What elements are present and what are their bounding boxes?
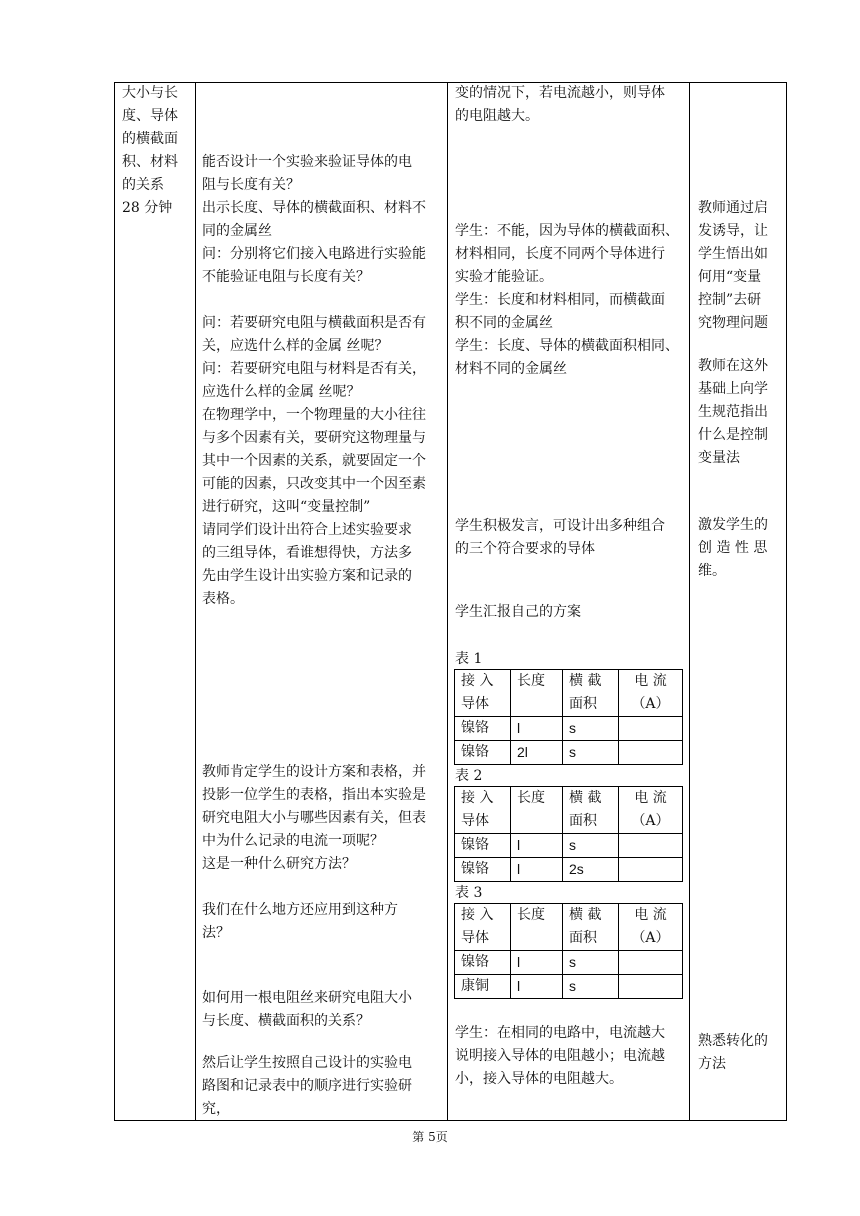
table-cell: s [563,975,619,999]
student-answers [455,220,687,381]
text-line: 的三组导体，看谁想得快，方法多 [202,545,412,561]
table-cell: l [511,975,563,999]
text-line: 法？ [202,925,230,941]
table-cell [619,858,683,882]
teacher-activity-lower [202,761,447,876]
table-cell: l [511,858,563,882]
table-cell: l [511,951,563,975]
text-line: 积不同的金属丝 [455,315,553,331]
text-line: 研究电阻大小与哪些因素有关，但表 [202,810,426,826]
teacher-activity-top [202,151,447,289]
table-header-cell: 接 入 导体 [455,787,511,834]
text-line: 先由学生设计出实验方案和记录的 [202,568,412,584]
table-cell: 镍铬 [455,741,511,765]
column-divider [447,82,448,1120]
table-cell [619,975,683,999]
text-line: 生规范指出 [698,404,768,420]
text-line: 的关系 [122,177,164,193]
table-cell [619,717,683,741]
table-cell [619,951,683,975]
table-row [455,975,683,999]
text-line: 实验才能验证。 [455,269,553,285]
table-header-cell: 接 入 导体 [455,670,511,717]
data-table [454,669,683,765]
table-header-cell: 横 截 面积 [563,904,619,951]
text-line: 学生：长度、导体的横截面积相同、 [455,338,679,354]
text-line: 出示长度、导体的横截面积、材料不 [202,200,426,216]
text-line: 28 分钟 [122,200,173,216]
student-active [455,515,687,561]
table-row [455,741,683,765]
text-line: 材料相同，长度不同两个导体进行 [455,246,665,262]
text-line: 与长度、横截面积的关系？ [202,1013,370,1029]
data-table [454,903,683,999]
text-line: 的横截面 [122,131,178,147]
text-line: 维。 [698,563,726,579]
text-line: 小，接入导体的电阻越大。 [455,1071,623,1087]
table-cell: l [511,834,563,858]
column-divider [689,82,690,1120]
text-line: 学生：不能，因为导体的横截面积、 [455,223,679,239]
purpose-creative [698,514,782,583]
table-row [455,858,683,882]
text-line: 方法 [698,1056,726,1072]
text-line: 然后让学生按照自己设计的实验电 [202,1055,412,1071]
student-activity-top [455,82,687,128]
text-line: 变量法 [698,450,740,466]
table-cell: s [563,951,619,975]
table-cell: 镍铬 [455,717,511,741]
text-line: 进行研究，这叫“变量控制” [202,499,371,515]
text-line: 发诱导，让 [698,223,768,239]
table-cell: 2s [563,858,619,882]
text-line: 教师通过启 [698,200,768,216]
text-line: 究， [202,1101,230,1117]
text-line: 阻与长度有关？ [202,177,300,193]
text-line: 说明接入导体的电阻越小；电流越 [455,1048,665,1064]
text-line: 变的情况下，若电流越小，则导体 [455,85,665,101]
teacher-question-wire [202,987,447,1033]
text-line: 教师肯定学生的设计方案和表格，并 [202,764,426,780]
table-cell [619,741,683,765]
text-line: 中为什么记录的电流一项呢？ [202,833,384,849]
teacher-question-method [202,899,447,945]
text-line: 度、导体 [122,108,178,124]
text-line: 在物理学中，一个物理量的大小往往 [202,407,426,423]
text-line: 大小与长 [122,85,178,101]
text-line: 创 造 性 思 [698,540,768,556]
table-header-cell: 电 流 （A） [619,787,683,834]
text-line: 可能的因素，只改变其中一个因至素 [202,476,426,492]
text-line: 问：若要研究电阻与横截面积是否有 [202,315,426,331]
text-line: 路图和记录表中的顺序进行实验研 [202,1078,412,1094]
table-cell: s [563,717,619,741]
table-header-cell: 长度 [511,904,563,951]
text-line: 基础上向学 [698,381,768,397]
text-line: 我们在什么地方还应用到这种方 [202,902,398,918]
text-line: 积、材料 [122,154,178,170]
text-line: 与多个因素有关，要研究这物理量与 [202,430,426,446]
text-line: 激发学生的 [698,517,768,533]
table-cell: 康铜 [455,975,511,999]
text-line: 表格。 [202,591,244,607]
table-header-cell: 电 流 （A） [619,670,683,717]
text-line: 材料不同的金属丝 [455,361,567,377]
text-line: 何用“变量 [698,269,762,285]
text-line: 什么是控制 [698,427,768,443]
text-line: 熟悉转化的 [698,1033,768,1049]
text-line: 其中一个因素的关系，就要固定一个 [202,453,426,469]
table-row [455,834,683,858]
table-cell: 镍铬 [455,834,511,858]
table-cell: 2l [511,741,563,765]
text-line: 关，应选什么样的金属 丝呢？ [202,338,389,354]
text-line: 同的金属丝 [202,223,272,239]
topic-cell [122,82,192,220]
purpose-transform [698,1030,782,1076]
text-line: 不能验证电阻与长度有关？ [202,269,370,285]
table-header-cell: 长度 [511,787,563,834]
text-line: 学生悟出如 [698,246,768,262]
table-header-cell: 长度 [511,670,563,717]
table-header-cell: 横 截 面积 [563,787,619,834]
text-line: 能否设计一个实验来验证导体的电 [202,154,412,170]
purpose-control [698,355,782,493]
table-cell [619,834,683,858]
student-report: 学生汇报自己的方案 [455,604,581,620]
text-line: 请同学们设计出符合上述实验要求 [202,522,412,538]
text-line: 控制”去研 [698,292,762,308]
table-caption: 表 1 [455,651,483,667]
table-header-cell: 电 流 （A） [619,904,683,951]
table-caption: 表 3 [455,885,483,901]
teacher-activity-mid [202,312,447,611]
table-row [455,717,683,741]
table-header-cell: 横 截 面积 [563,670,619,717]
text-line: 究物理问题 [698,315,768,331]
text-line: 学生：在相同的电路中，电流越大 [455,1025,665,1041]
text-line: 学生积极发言，可设计出多种组合 [455,518,665,534]
text-line: 问：分别将它们接入电路进行实验能 [202,246,426,262]
page-number: 第 5页 [412,1130,448,1144]
data-table [454,786,683,882]
table-cell: l [511,717,563,741]
table-row [455,951,683,975]
text-line: 投影一位学生的表格，指出本实验是 [202,787,426,803]
text-line: 的电阻越大。 [455,108,539,124]
table-caption: 表 2 [455,768,483,784]
text-line: 学生：长度和材料相同，而横截面 [455,292,665,308]
table-cell: 镍铬 [455,858,511,882]
purpose-guidance [698,197,782,335]
text-line: 的三个符合要求的导体 [455,541,595,557]
text-line: 应选什么样的金属 丝呢？ [202,384,361,400]
text-line: 教师在这外 [698,358,768,374]
table-cell: 镍铬 [455,951,511,975]
text-line: 如何用一根电阻丝来研究电阻大小 [202,990,412,1006]
text-line: 这是一种什么研究方法？ [202,856,356,872]
student-conclusion [455,1022,687,1091]
table-cell: s [563,741,619,765]
table-cell: s [563,834,619,858]
table-header-cell: 接 入 导体 [455,904,511,951]
text-line: 问：若要研究电阻与材料是否有关， [202,361,426,377]
teacher-instruction [202,1052,447,1121]
column-divider [195,82,196,1120]
